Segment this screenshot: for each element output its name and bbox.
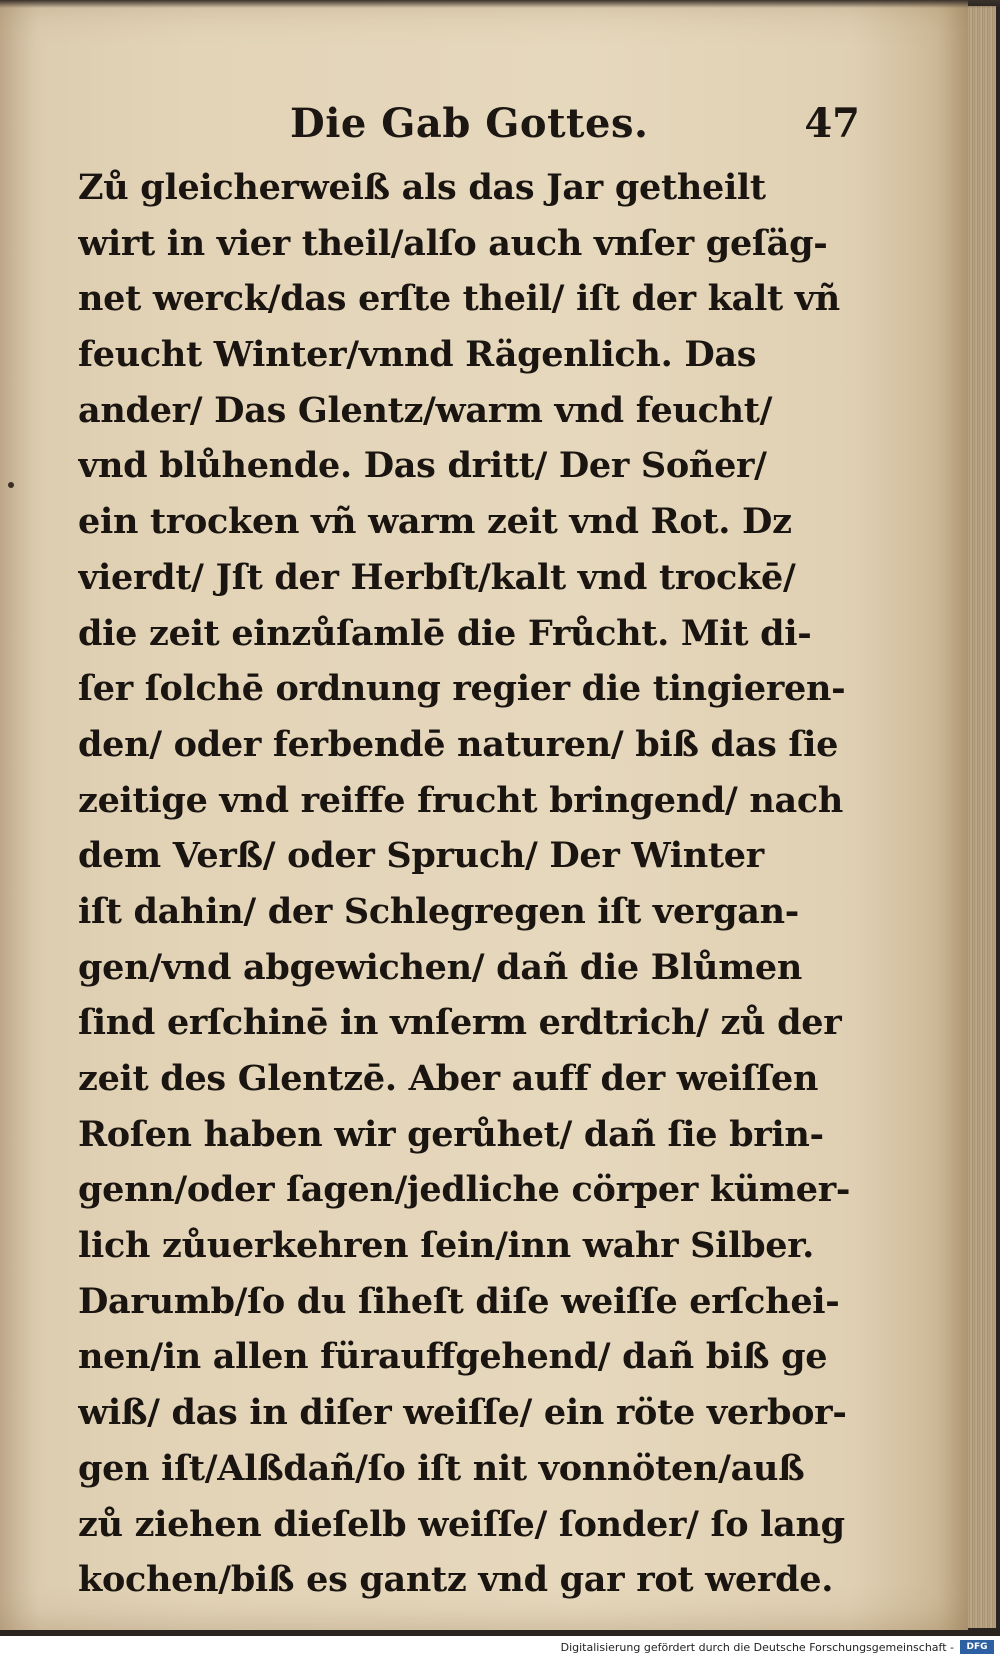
text-line: gen iſt/Alßdañ/ſo iſt nit vonnöten/auß: [78, 1447, 805, 1489]
text-line: Darumb/ſo du ſiheſt diſe weiſſe erſchei-: [78, 1280, 840, 1322]
page-edges: [968, 6, 996, 1628]
text-line: nen/in allen fürauffgehend/ dañ biß ge: [78, 1336, 828, 1378]
text-line: vierdt/ Jſt der Herbſt/kalt vnd trockē/: [78, 556, 796, 598]
text-line: lich zůuerkehren ſein/inn wahr Silber.: [78, 1225, 815, 1267]
text-line: wirt in vier theil/alſo auch vnſer geſäg-: [78, 222, 828, 264]
text-line: den/ oder ferbendē naturen/ biß das ſie: [78, 723, 839, 765]
margin-mark: [8, 482, 14, 488]
text-line: gen/vnd abgewichen/ dañ die Blůmen: [78, 946, 803, 988]
text-line: zeit des Glentzē. Aber auff der weiſſen: [78, 1058, 819, 1099]
dfg-logo: DFG: [960, 1640, 994, 1654]
text-line: die zeit einzůſamlē die Frůcht. Mit di-: [78, 612, 812, 654]
text-line: zů ziehen dieſelb weiſſe/ ſonder/ ſo lang: [78, 1503, 845, 1545]
text-line: wiß/ das in diſer weiſſe/ ein röte verbor-: [78, 1392, 847, 1434]
funding-credit: Digitalisierung gefördert durch die Deutsche Forschungsgemeinschaft -: [560, 1641, 954, 1654]
text-line: iſt dahin/ der Schlegregen iſt vergan-: [78, 890, 800, 932]
text-line: dem Verß/ oder Spruch/ Der Winter: [78, 835, 764, 877]
text-line: net werck/das erſte theil/ iſt der kalt vñ: [78, 278, 840, 320]
text-line: kochen/biß es gantz vnd gar rot werde.: [78, 1559, 834, 1601]
text-line: Roſen haben wir gerůhet/ dañ ſie brin-: [78, 1113, 824, 1155]
text-line: vnd blůhende. Das dritt/ Der Soñer/: [78, 445, 767, 487]
text-line: ein trocken vñ warm zeit vnd Rot. Dz: [78, 501, 792, 543]
text-line: genn/oder ſagen/jedliche cörper kümer-: [78, 1169, 851, 1211]
text-line: feucht Winter/vnnd Rägenlich. Das: [78, 334, 757, 376]
text-line: zeitige vnd reiffe frucht bringend/ nach: [78, 779, 844, 821]
text-line: ſind erſchinē in vnſerm erdtrich/ zů der: [78, 1002, 842, 1044]
book-top-edge: [0, 0, 1000, 8]
text-line: Zů gleicherweiß als das Jar getheilt: [78, 167, 766, 208]
running-title: Die Gab Gottes.: [290, 100, 649, 147]
text-line: ander/ Das Glentz/warm vnd feucht/: [78, 389, 773, 431]
text-line: ſer ſolchē ordnung regier die tingieren-: [78, 668, 846, 710]
page-number: 47: [804, 100, 860, 147]
body-text: [78, 160, 878, 1608]
running-head: [80, 100, 870, 150]
